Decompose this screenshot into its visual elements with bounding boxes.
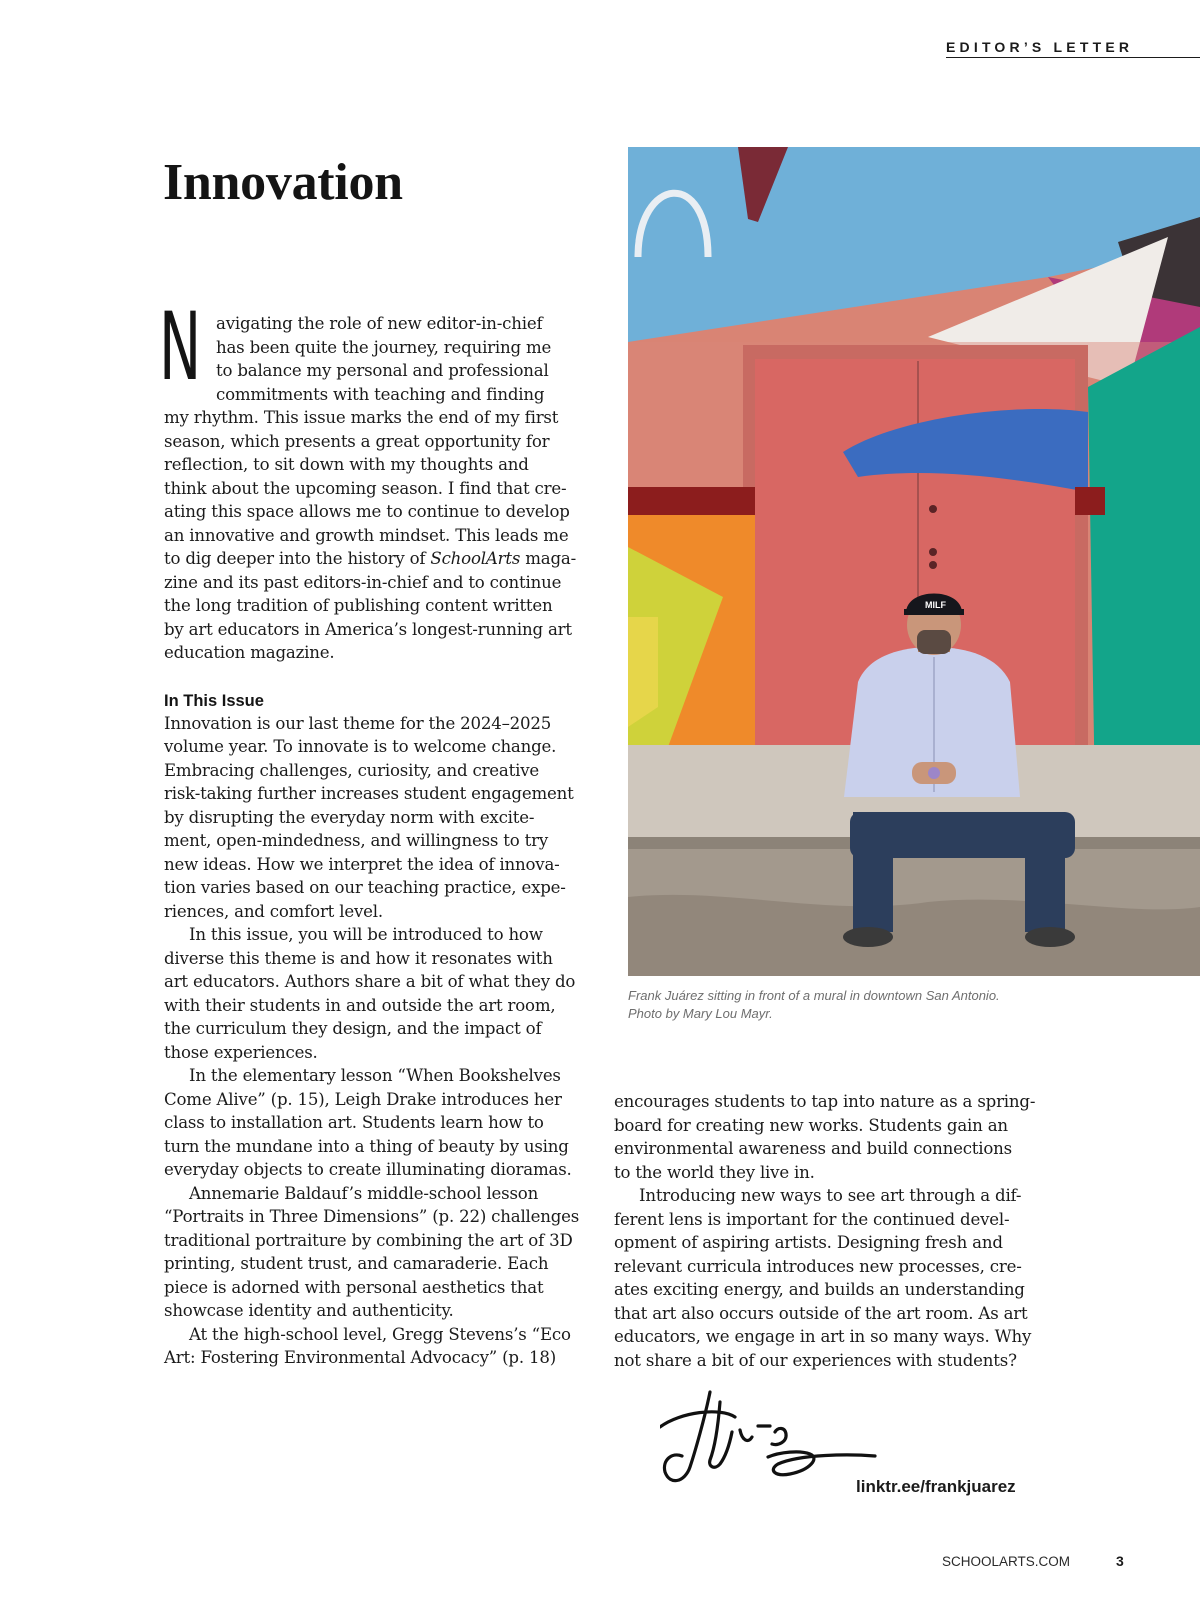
caption-line: Photo by Mary Lou Mayr. (628, 1006, 773, 1021)
left-column (164, 312, 579, 1370)
magazine-name: SchoolArts (430, 549, 521, 568)
text-line: diverse this theme is and how it resonates with (164, 948, 553, 968)
text-line: has been quite the journey, requiring me (216, 337, 552, 357)
text-line: by disrupting the everyday norm with excite- (164, 807, 535, 827)
text-line: class to installation art. Students learn how to (164, 1113, 544, 1132)
text-line: the long tradition of publishing content written (164, 596, 553, 615)
text-line: season, which presents a great opportunity for (164, 431, 550, 451)
text-line: In the elementary lesson “When Bookshelves (189, 1066, 561, 1085)
body-text (164, 712, 579, 1370)
text-line: think about the upcoming season. I find that cre- (164, 478, 567, 498)
text-line: Art: Fostering Environmental Advocacy” (p. 18) (164, 1348, 556, 1367)
text-line: educators, we engage in art in so many ways. Why (614, 1327, 1032, 1346)
text-line: ating this space allows me to continue to develop (164, 502, 570, 521)
text-line: commitments with teaching and finding (216, 384, 545, 404)
text-line: Annemarie Baldauf’s middle-school lesson (189, 1183, 539, 1203)
right-column (614, 1090, 1035, 1372)
text-line: turn the mundane into a thing of beauty by using (164, 1136, 569, 1156)
intro-paragraph (164, 312, 579, 665)
text-line: with their students in and outside the art room, (164, 995, 556, 1015)
text-line: opment of aspiring artists. Designing fresh and (614, 1233, 1003, 1252)
text-line: encourages students to tap into nature as a spring- (614, 1092, 1036, 1111)
text-line: relevant curricula introduces new processes, cre- (614, 1256, 1022, 1276)
text-line: ates exciting energy, and builds an understanding (614, 1280, 1025, 1299)
text-line: In this issue, you will be introduced to how (189, 925, 543, 944)
text-line: risk-taking further increases student engagement (164, 784, 574, 803)
mural-photo (628, 147, 1200, 976)
photo-caption (628, 987, 1000, 1023)
text-line: to dig deeper into the history of SchoolArts maga- (164, 549, 576, 568)
text-line: zine and its past editors-in-chief and to continue (164, 572, 562, 592)
linktree-link[interactable]: linktr.ee/frankjuarez (856, 1477, 1016, 1496)
text-line: ment, open-mindedness, and willingness to try (164, 831, 549, 850)
text-line: Innovation is our last theme for the 2024–2025 (164, 713, 552, 733)
text-line: to balance my personal and professional (216, 361, 549, 380)
section-label: EDITOR’S LETTER (946, 39, 1134, 55)
text-line: Come Alive” (p. 15), Leigh Drake introduces her (164, 1089, 562, 1109)
text-line: reflection, to sit down with my thoughts and (164, 455, 529, 474)
right-column-text (614, 1090, 1035, 1372)
footer-site: SCHOOLARTS.COM (942, 1554, 1071, 1569)
text-line: education magazine. (164, 643, 335, 662)
text-line: At the high-school level, Gregg Stevens’s “Eco (189, 1324, 571, 1344)
text-line: environmental awareness and build connections (614, 1139, 1012, 1158)
text-line: volume year. To innovate is to welcome change. (164, 737, 557, 756)
text-line: my rhythm. This issue marks the end of my first (164, 408, 559, 427)
page-number: 3 (1116, 1553, 1124, 1569)
text-line: by art educators in America’s longest-running art (164, 619, 572, 639)
text-line: the curriculum they design, and the impact of (164, 1019, 542, 1038)
text-line: Embracing challenges, curiosity, and creative (164, 760, 539, 780)
text-line: new ideas. How we interpret the idea of innova- (164, 854, 560, 874)
article-title: Innovation (163, 154, 403, 211)
text-line: art educators. Authors share a bit of what they do (164, 972, 576, 991)
header-rule (946, 57, 1200, 58)
text-line: those experiences. (164, 1042, 318, 1062)
text-line: that art also occurs outside of the art room. As art (614, 1303, 1028, 1323)
text-line: printing, student trust, and camaraderie. Each (164, 1254, 549, 1273)
subhead-in-this-issue: In This Issue (164, 692, 264, 710)
caption-line: Frank Juárez sitting in front of a mural in downtown San Antonio. (628, 988, 1000, 1003)
drop-cap: N (159, 293, 202, 402)
text-line: to the world they live in. (614, 1162, 815, 1182)
text-line: showcase identity and authenticity. (164, 1301, 454, 1320)
text-line: riences, and comfort level. (164, 901, 383, 921)
cap-text: MILF (925, 600, 946, 610)
text-line: traditional portraiture by combining the art of 3D (164, 1230, 573, 1250)
text-line: an innovative and growth mindset. This leads me (164, 525, 569, 545)
text-line: tion varies based on our teaching practice, expe- (164, 878, 566, 897)
text-line: ferent lens is important for the continued devel- (614, 1209, 1010, 1229)
text-line: piece is adorned with personal aesthetics that (164, 1277, 544, 1297)
text-line: not share a bit of our experiences with students? (614, 1350, 1017, 1370)
text-line: Introducing new ways to see art through a dif- (639, 1186, 1022, 1205)
text-line: avigating the role of new editor-in-chief (216, 314, 543, 333)
text-line: everyday objects to create illuminating dioramas. (164, 1160, 572, 1179)
text-line: board for creating new works. Students gain an (614, 1115, 1008, 1135)
text-line: “Portraits in Three Dimensions” (p. 22) challenges (164, 1207, 580, 1226)
